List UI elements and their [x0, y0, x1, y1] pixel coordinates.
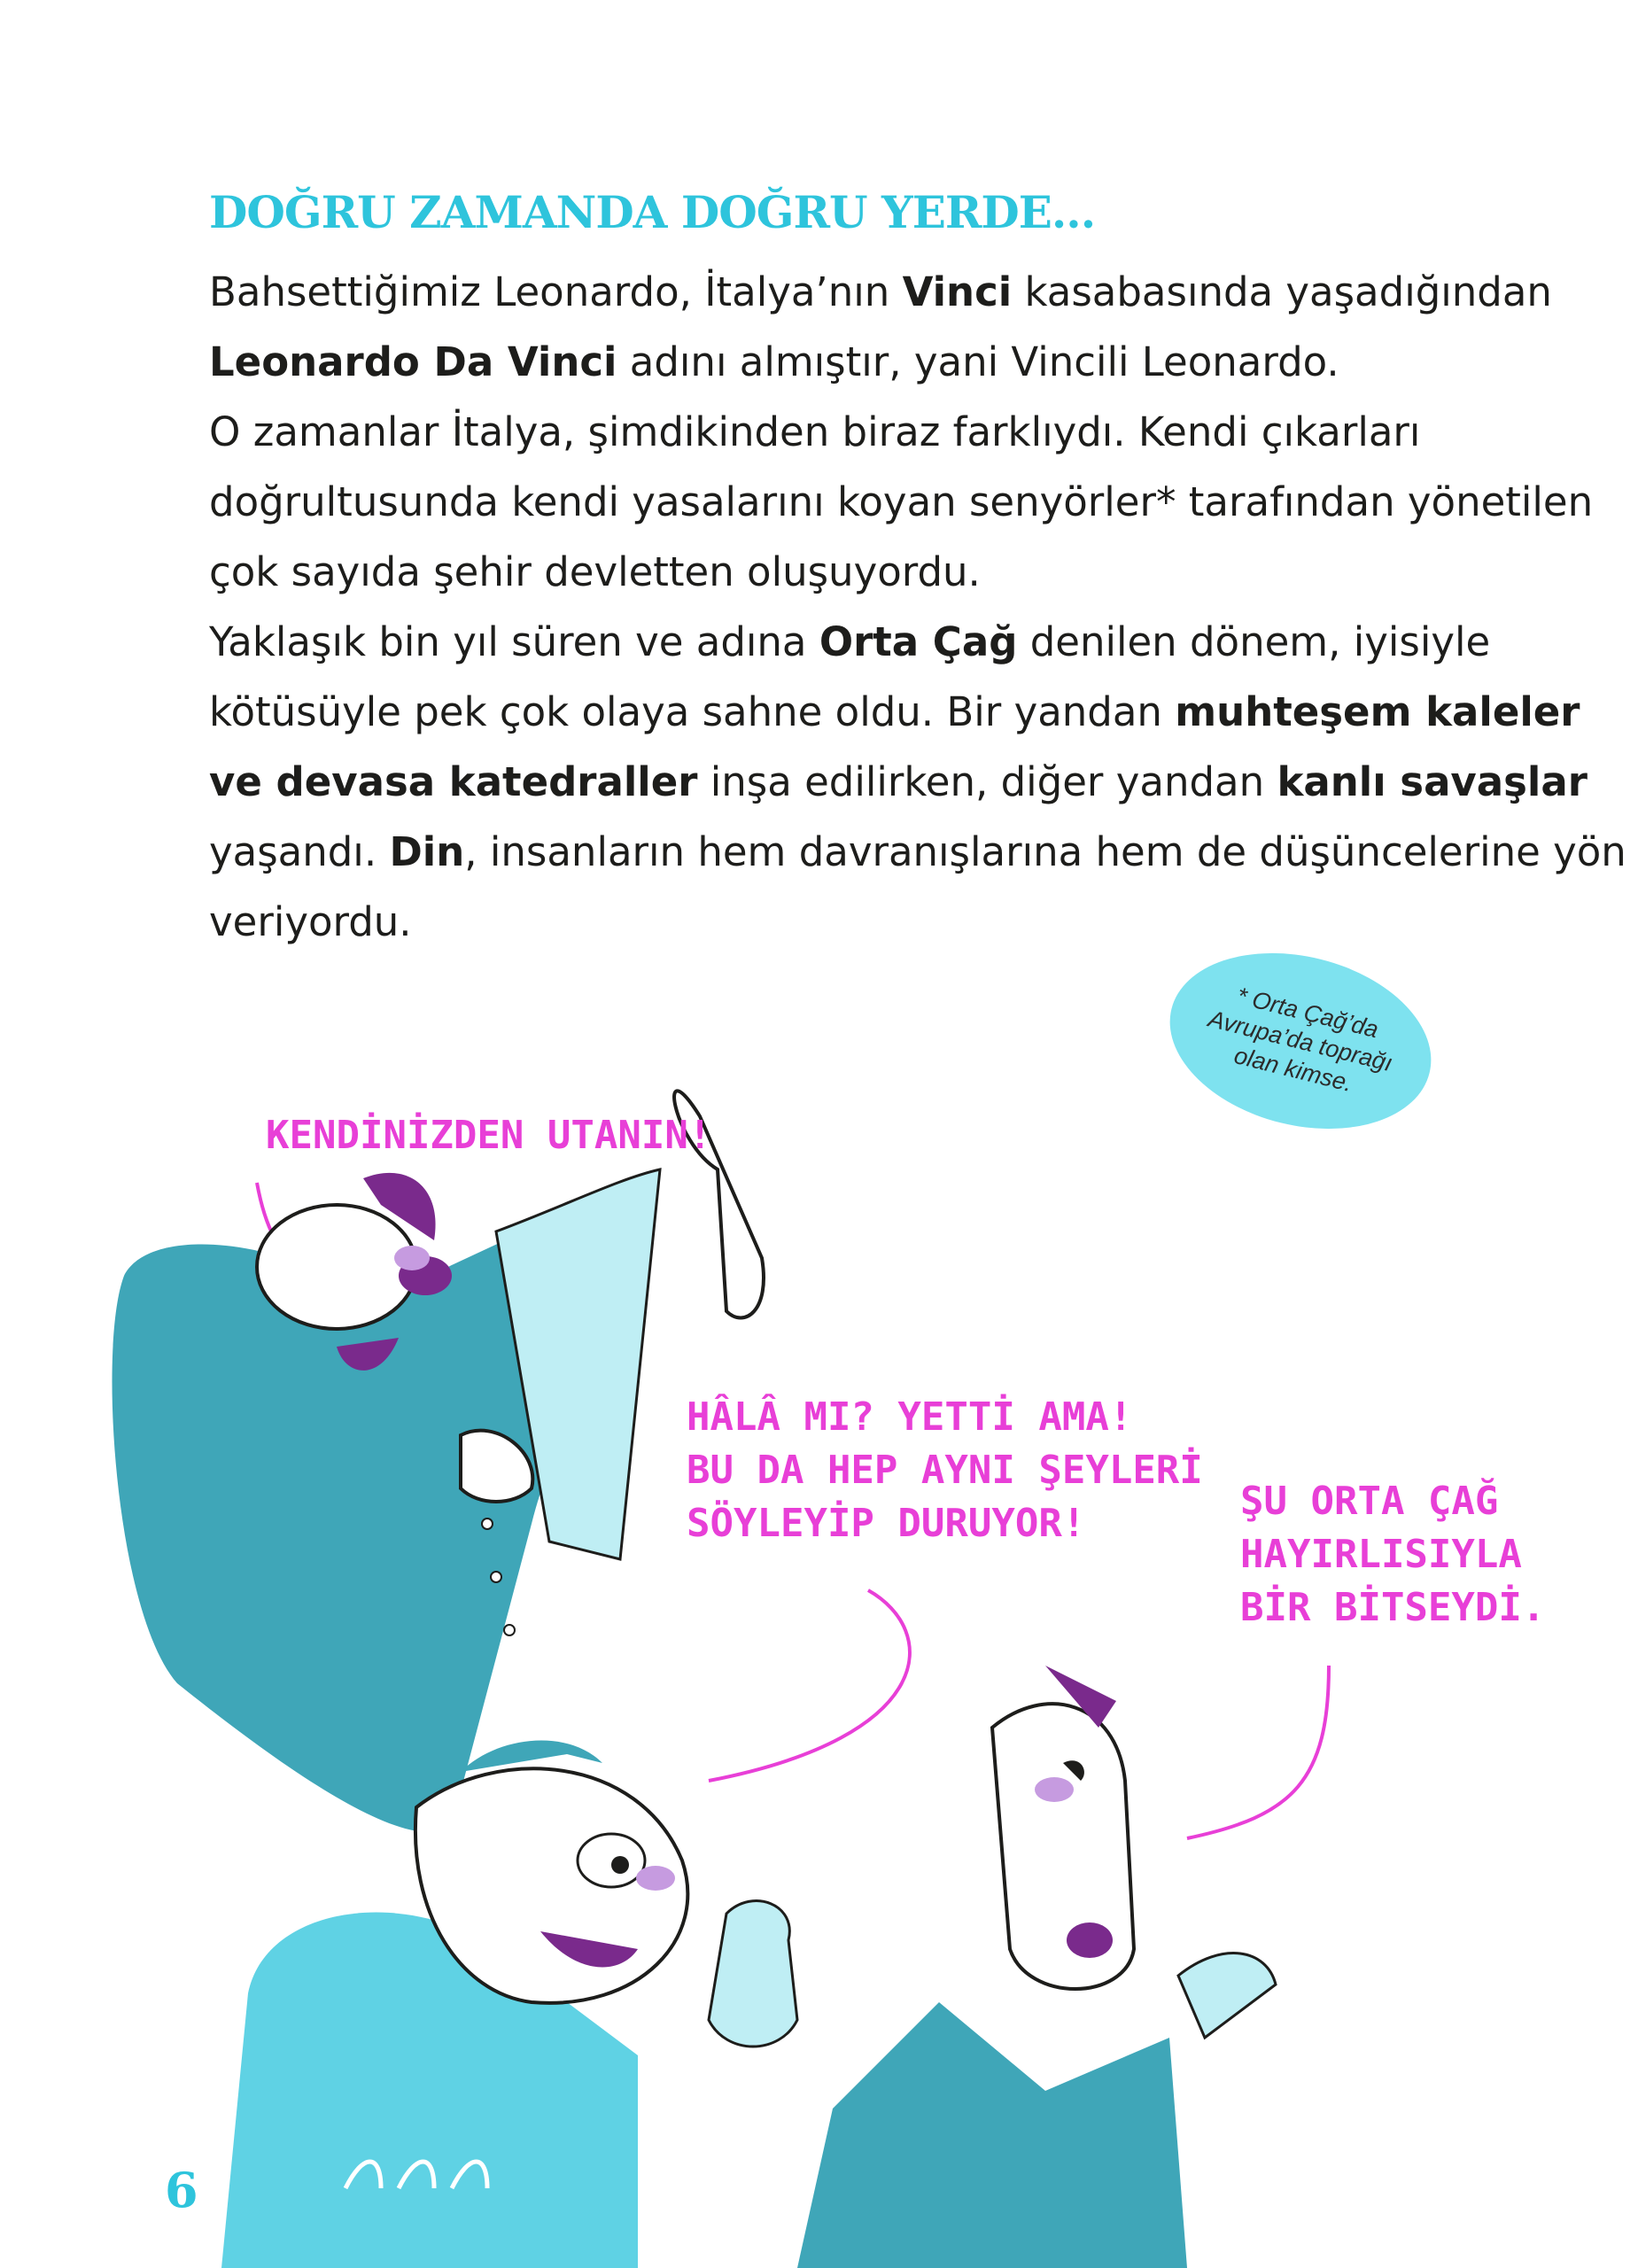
friar-figure — [113, 1091, 764, 1832]
text-line: Bahsettiğimiz Leonardo, İtalya’nın Vinci kasabasında yaşadığından — [209, 268, 1552, 315]
speech-tail-3 — [1187, 1666, 1329, 1838]
text-line: Yaklaşık bin yıl süren ve adına Orta Çağ denilen dönem, iyisiyle — [209, 618, 1491, 665]
speech-line: ŞU ORTA ÇAĞ — [1240, 1479, 1499, 1524]
speech-line: HÂLÂ MI? YETTİ AMA! — [687, 1394, 1133, 1440]
text-line: kötüsüyle pek çok olaya sahne oldu. Bir yandan muhteşem kaleler — [209, 688, 1580, 735]
text-line: ve devasa katedraller inşa edilirken, diğer yandan kanlı savaşlar — [209, 758, 1588, 805]
text-line: doğrultusunda kendi yasalarını koyan senyörler* tarafından yönetilen — [209, 478, 1594, 525]
speech-bubble-left — [687, 1391, 1203, 1550]
text-line: veriyordu. — [209, 898, 412, 945]
speech-line: BİR BİTSEYDİ. — [1240, 1585, 1546, 1630]
section-heading: DOĞRU ZAMANDA DOĞRU YERDE... — [209, 186, 1096, 238]
speech-line: KENDİNİZDEN UTANIN! — [266, 1113, 712, 1158]
text-line: O zamanlar İtalya, şimdikinden biraz farklıydı. Kendi çıkarları — [209, 408, 1421, 455]
townsman-figure-left — [221, 1741, 797, 2268]
footnote-text: * Orta Çağ’da Avrupa’da toprağı olan kimse. — [1206, 982, 1395, 1097]
text-line: Leonardo Da Vinci adını almıştır, yani Vincili Leonardo. — [209, 338, 1339, 385]
speech-tail-2 — [709, 1590, 910, 1781]
page-number: 6 — [165, 2162, 198, 2218]
text-line: çok sayıda şehir devletten oluşuyordu. — [209, 548, 981, 595]
speech-bubble-right — [1240, 1475, 1545, 1635]
speech-bubble-friar — [266, 1109, 711, 1162]
speech-line: SÖYLEYİP DURUYOR! — [687, 1501, 1086, 1546]
text-line: yaşandı. Din, insanların hem davranışlarına hem de düşüncelerine yön — [209, 828, 1626, 875]
townsman-figure-right — [797, 1666, 1276, 2268]
speech-line: HAYIRLISIYLA — [1240, 1532, 1522, 1577]
speech-line: BU DA HEP AYNI ŞEYLERİ — [687, 1448, 1203, 1493]
